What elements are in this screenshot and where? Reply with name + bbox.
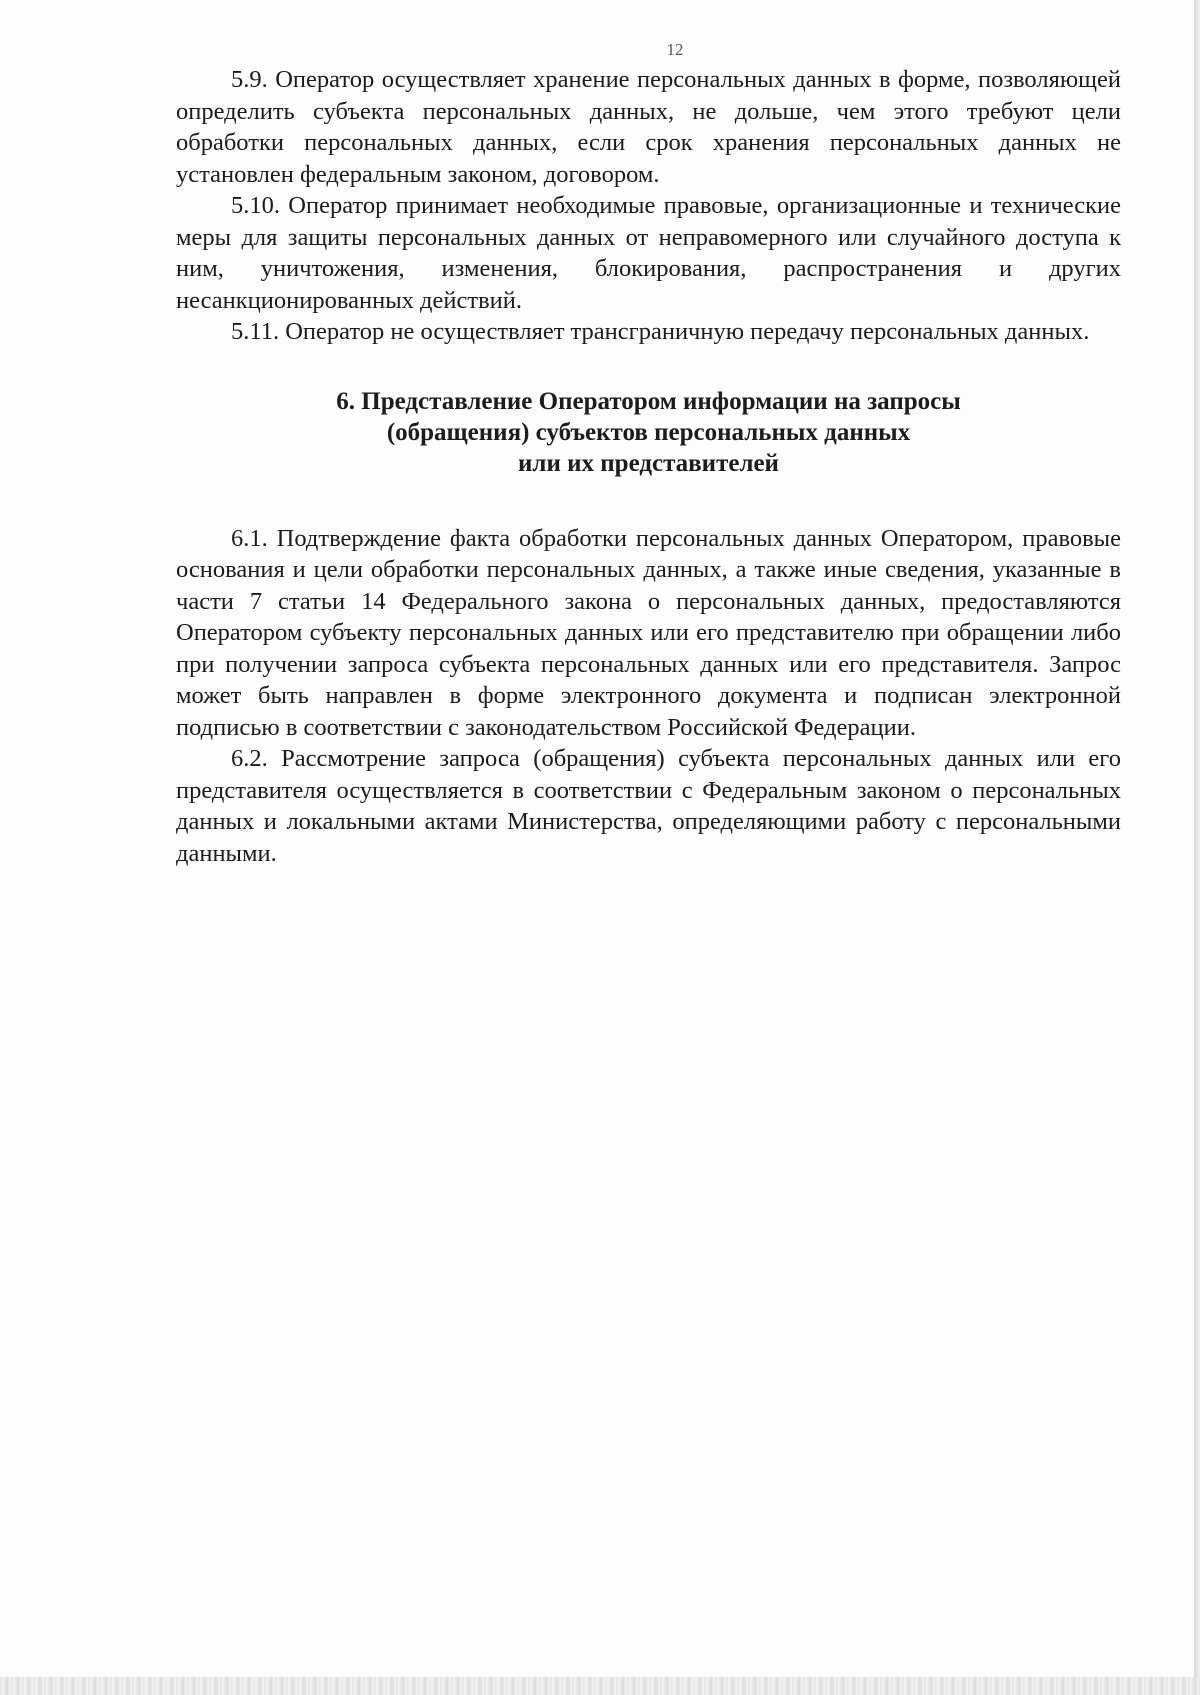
section-6-heading: [176, 386, 1121, 479]
scan-edge-bottom: [0, 1677, 1200, 1695]
paragraph-6-1: 6.1. Подтверждение факта обработки персональных данных Оператором, правовые основания и цели обработки персональных данных, а также иные сведения, указанные в части 7 статьи 14 Федерального закона о персональных данных, предоставляются Оператором субъекту персональных данных или его представителю при обращении либо при получении запроса субъекта персональных данных или его представителя. Запрос может быть направлен в форме электронного документа и подписан электронной подписью в соответствии с законодательством Российской Федерации.: [176, 524, 1121, 741]
page-number: 12: [666, 40, 684, 59]
paragraph-5-9: 5.9. Оператор осуществляет хранение персональных данных в форме, позволяющей определить субъекта персональных данных, не дольше, чем этого требуют цели обработки персональных данных, если срок хранения персональных данных не установлен федеральным законом, договором.: [176, 66, 1121, 188]
document-body: [176, 64, 1121, 869]
section-6-heading-line-3: или их представителей: [518, 449, 779, 477]
paragraph-5-10: 5.10. Оператор принимает необходимые правовые, организационные и технические меры для защиты персональных данных от неправомерного или случайного доступа к ним, уничтожения, изменения, блокирования, распространения и других несанкционированных действий.: [176, 192, 1121, 314]
section-6-heading-line-1: 6. Представление Оператором информации на запросы: [336, 387, 961, 415]
paragraph-5-11: 5.11. Оператор не осуществляет трансграничную передачу персональных данных.: [231, 318, 1090, 345]
scan-edge-right: [1194, 0, 1200, 1695]
paragraph-6-2: 6.2. Рассмотрение запроса (обращения) субъекта персональных данных или его представителя осуществляется в соответствии с Федеральным законом о персональных данных и локальными актами Министерства, определяющими работу с персональными данными.: [176, 745, 1121, 867]
section-6-heading-line-2: (обращения) субъектов персональных данных: [386, 418, 911, 446]
